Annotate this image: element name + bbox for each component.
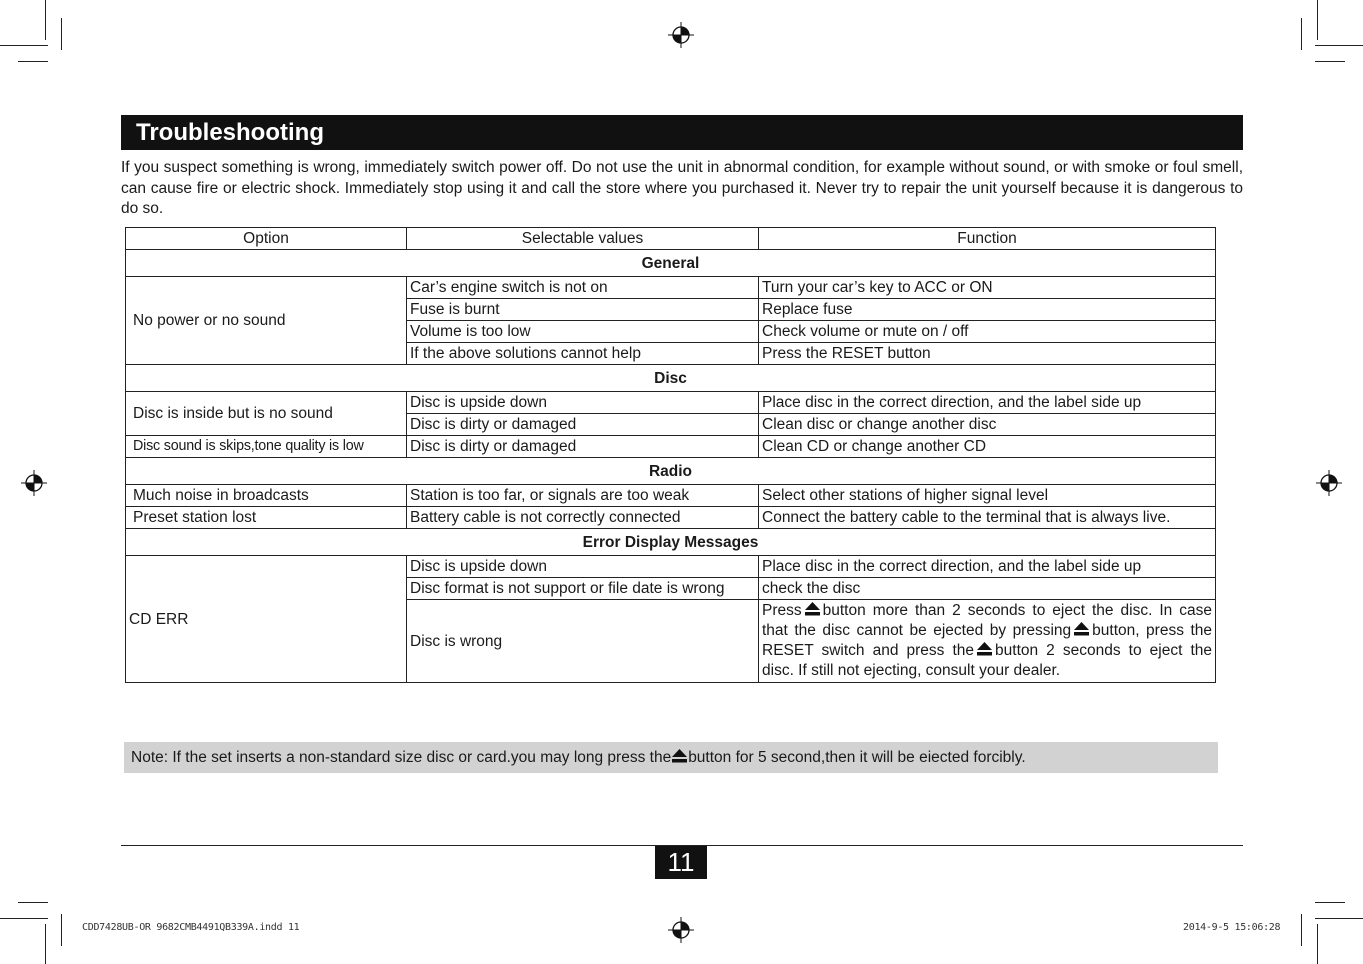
remedy-text: button, press the RESET switch and press the <box>762 622 1212 659</box>
crop-mark <box>61 914 62 946</box>
crop-mark <box>1315 45 1363 46</box>
registration-mark-icon <box>21 470 47 496</box>
crop-mark <box>45 0 46 40</box>
crop-mark <box>18 61 48 62</box>
remedy-cell: Select other stations of higher signal level <box>759 485 1216 507</box>
remedy-cell: Place disc in the correct direction, and the label side up <box>759 556 1216 578</box>
option-cell: Preset station lost <box>126 507 407 529</box>
section-heading: Radio <box>126 458 1216 485</box>
crop-mark <box>45 924 46 964</box>
crop-mark <box>61 18 62 50</box>
crop-mark <box>1301 18 1302 50</box>
cause-cell: Volume is too low <box>407 321 759 343</box>
table-row <box>126 485 1216 507</box>
cause-cell: Disc is dirty or damaged <box>407 436 759 458</box>
table-row <box>126 277 1216 299</box>
eject-icon <box>1074 622 1089 636</box>
option-cell: Much noise in broadcasts <box>126 485 407 507</box>
eject-icon <box>672 749 687 763</box>
section-title: Troubleshooting <box>121 115 1243 150</box>
eject-icon <box>805 602 820 616</box>
remedy-cell: Press the RESET button <box>759 343 1216 365</box>
header-function: Function <box>759 228 1216 250</box>
page-number: 11 <box>655 846 707 879</box>
option-cell: CD ERR <box>126 556 407 683</box>
cause-cell: Car’s engine switch is not on <box>407 277 759 299</box>
table-row <box>126 556 1216 578</box>
cause-cell: Disc is dirty or damaged <box>407 414 759 436</box>
header-values: Selectable values <box>407 228 759 250</box>
cause-cell: Disc is upside down <box>407 392 759 414</box>
remedy-text: Press <box>762 602 802 619</box>
crop-mark <box>1315 918 1363 919</box>
section-row-error <box>126 529 1216 556</box>
table-row <box>126 507 1216 529</box>
note-text: Note: If the set inserts a non-standard size disc or card.you may long press the <box>131 749 672 766</box>
remedy-cell <box>759 600 1216 683</box>
crop-mark <box>1315 902 1345 903</box>
registration-mark-icon <box>668 917 694 943</box>
table-row <box>126 436 1216 458</box>
remedy-text: button more than 2 seconds to eject the disc. In case that the disc cannot be ejected by pressing <box>762 602 1212 639</box>
intro-paragraph: If you suspect something is wrong, immediately switch power off. Do not use the unit in abnormal condition, for example without sound, or with smoke or foul smell, can cause fire or electric shock. Immediately stop using it and call the store where you purchased it. Never try to repair the unit yourself because it is dangerous to do so. <box>121 159 1243 217</box>
section-row-general <box>126 250 1216 277</box>
section-row-radio <box>126 458 1216 485</box>
crop-mark <box>1301 914 1302 946</box>
remedy-cell: Replace fuse <box>759 299 1216 321</box>
remedy-cell: Connect the battery cable to the terminal that is always live. <box>759 507 1216 529</box>
cause-cell: If the above solutions cannot help <box>407 343 759 365</box>
troubleshooting-table <box>125 227 1216 683</box>
crop-mark <box>1315 61 1345 62</box>
crop-mark <box>1317 924 1318 964</box>
remedy-cell: Check volume or mute on / off <box>759 321 1216 343</box>
section-row-disc <box>126 365 1216 392</box>
cause-cell: Disc format is not support or file date is wrong <box>407 578 759 600</box>
cause-cell: Fuse is burnt <box>407 299 759 321</box>
table-header-row <box>126 228 1216 250</box>
remedy-cell: Turn your car’s key to ACC or ON <box>759 277 1216 299</box>
crop-mark <box>1317 0 1318 40</box>
eject-icon <box>977 642 992 656</box>
section-heading: Error Display Messages <box>126 529 1216 556</box>
slug-date: 2014-9-5 15:06:28 <box>1183 922 1281 933</box>
crop-mark <box>0 918 48 919</box>
cause-cell: Battery cable is not correctly connected <box>407 507 759 529</box>
slug-filename: CDD7428UB-OR 9682CMB4491QB339A.indd 11 <box>82 922 300 933</box>
header-option: Option <box>126 228 407 250</box>
registration-mark-icon <box>668 22 694 48</box>
note-box <box>124 742 1218 773</box>
table-row <box>126 392 1216 414</box>
remedy-text: button 2 seconds to eject the disc. If still not ejecting, consult your dealer. <box>762 642 1212 679</box>
registration-mark-icon <box>1316 470 1342 496</box>
crop-mark <box>0 45 48 46</box>
remedy-cell: Clean disc or change another disc <box>759 414 1216 436</box>
cause-cell: Station is too far, or signals are too weak <box>407 485 759 507</box>
note-text: button for 5 second,then it will be eiected forcibly. <box>688 749 1026 766</box>
remedy-cell: check the disc <box>759 578 1216 600</box>
remedy-cell: Clean CD or change another CD <box>759 436 1216 458</box>
crop-mark <box>18 902 48 903</box>
section-heading: General <box>126 250 1216 277</box>
cause-cell: Disc is wrong <box>407 600 759 683</box>
option-cell: Disc sound is skips,tone quality is low <box>126 436 407 458</box>
section-heading: Disc <box>126 365 1216 392</box>
option-cell: No power or no sound <box>126 277 407 365</box>
option-cell: Disc is inside but is no sound <box>126 392 407 436</box>
cause-cell: Disc is upside down <box>407 556 759 578</box>
remedy-cell: Place disc in the correct direction, and the label side up <box>759 392 1216 414</box>
